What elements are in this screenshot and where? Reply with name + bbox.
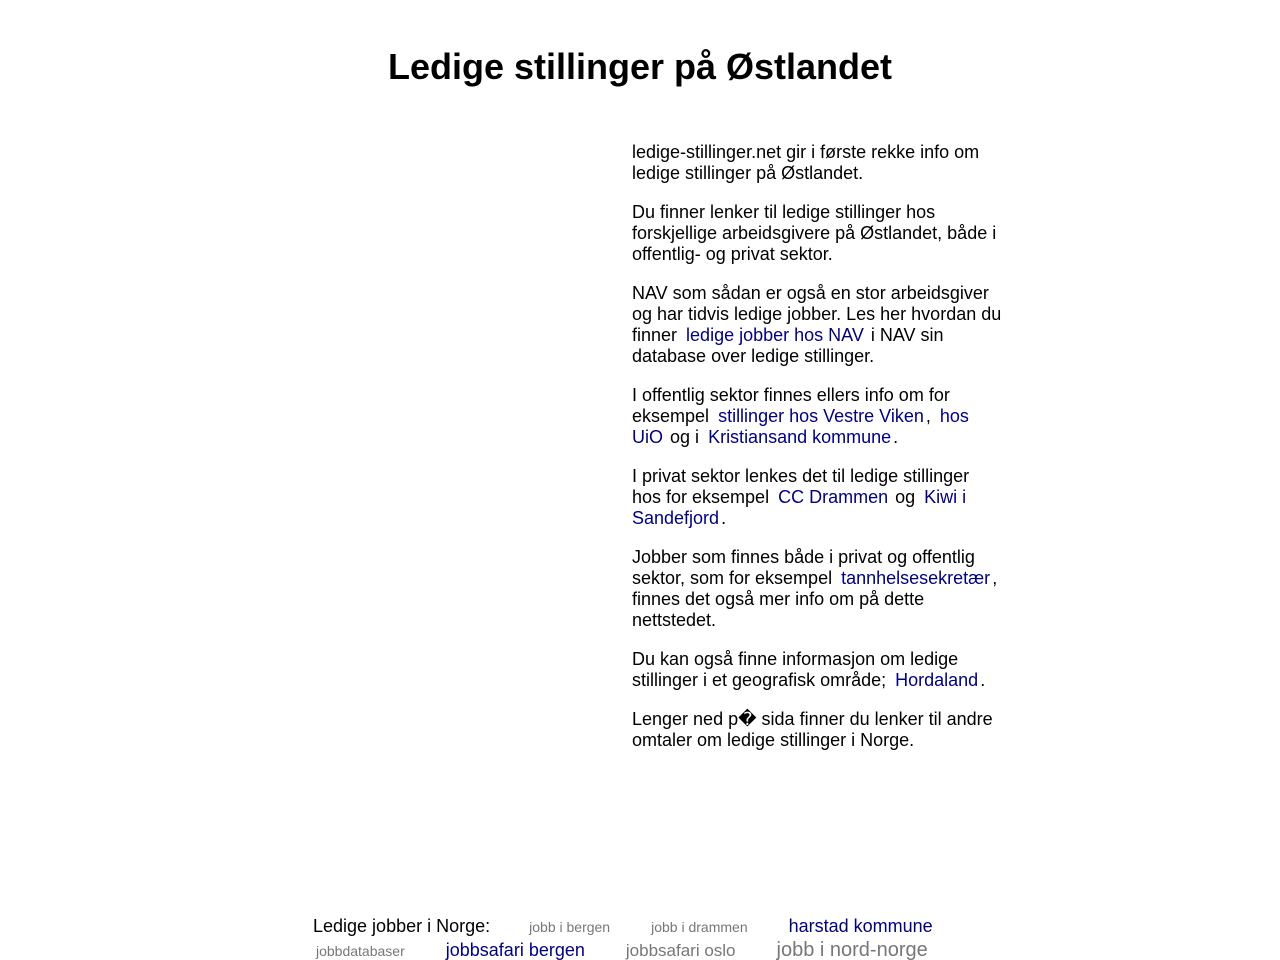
link-kristiansand-kommune[interactable]: Kristiansand kommune bbox=[708, 427, 892, 447]
footer-link-jobb-bergen[interactable]: jobb i bergen bbox=[529, 919, 611, 935]
private-sector-paragraph bbox=[632, 466, 1002, 529]
link-tannhelsesekretaer[interactable]: tannhelsesekretær bbox=[841, 568, 991, 588]
footer-link-jobbsafari-oslo[interactable]: jobbsafari oslo bbox=[625, 941, 736, 960]
geographic-paragraph bbox=[632, 649, 1002, 691]
both-sectors-paragraph bbox=[632, 547, 1002, 631]
private-text-before: I privat sektor lenkes det til ledige stillinger hos for eksempel bbox=[632, 466, 970, 507]
private-text-mid: og bbox=[895, 487, 916, 507]
intro-paragraph: ledige-stillinger.net gir i første rekke info om ledige stillinger på Østlandet. bbox=[632, 142, 980, 183]
nav-text-before: NAV som sådan er også en stor arbeidsgiver og har tidvis ledige jobber. Les her hvordan du finner bbox=[632, 283, 1002, 345]
footer-link-jobbsafari-bergen[interactable]: jobbsafari bergen bbox=[445, 940, 585, 960]
both-text-before: Jobber som finnes både i privat og offentlig sektor, som for eksempel bbox=[632, 547, 975, 588]
geo-text-before: Du kan også finne informasjon om ledige stillinger i et geografisk område; bbox=[632, 649, 959, 690]
geo-text-end: . bbox=[980, 670, 986, 690]
nav-text-after: i NAV sin database over ledige stillinger. bbox=[632, 325, 944, 366]
more-links-paragraph: Lenger ned p� sida finner du lenker til andre omtaler om ledige stillinger i Norge. bbox=[632, 709, 993, 750]
public-text-before: I offentlig sektor finnes ellers info om for eksempel bbox=[632, 385, 950, 426]
public-sep: , bbox=[925, 406, 931, 426]
link-kiwi-sandefjord[interactable]: Kiwi i Sandefjord bbox=[632, 487, 967, 528]
public-text-end: . bbox=[893, 427, 899, 447]
footer-links bbox=[313, 915, 973, 960]
footer-link-jobb-nord-norge[interactable]: jobb i nord-norge bbox=[776, 939, 928, 960]
link-uio[interactable]: hos UiO bbox=[632, 406, 969, 447]
footer-link-harstad-kommune[interactable]: harstad kommune bbox=[788, 916, 933, 936]
link-vestre-viken[interactable]: stillinger hos Vestre Viken bbox=[718, 406, 924, 426]
link-hordaland[interactable]: Hordaland bbox=[895, 670, 979, 690]
footer-link-jobbdatabaser[interactable]: jobbdatabaser bbox=[316, 943, 405, 959]
link-ledige-jobber-nav[interactable]: ledige jobber hos NAV bbox=[686, 325, 864, 345]
main-content bbox=[632, 142, 1002, 769]
footer-lead: Ledige jobber i Norge: bbox=[313, 916, 491, 936]
nav-paragraph bbox=[632, 283, 1002, 367]
footer-link-jobb-drammen[interactable]: jobb i drammen bbox=[651, 919, 748, 935]
private-text-end: . bbox=[721, 508, 727, 528]
link-cc-drammen[interactable]: CC Drammen bbox=[778, 487, 889, 507]
public-sector-paragraph bbox=[632, 385, 1002, 448]
page-title: Ledige stillinger på Østlandet bbox=[387, 46, 893, 87]
public-text-mid: og i bbox=[670, 427, 700, 447]
employers-paragraph: Du finner lenker til ledige stillinger hos forskjellige arbeidsgivere på Østlandet, både i offentlig- og privat sektor. bbox=[632, 202, 997, 264]
both-text-after: , finnes det også mer info om på dette nettstedet. bbox=[632, 568, 998, 630]
